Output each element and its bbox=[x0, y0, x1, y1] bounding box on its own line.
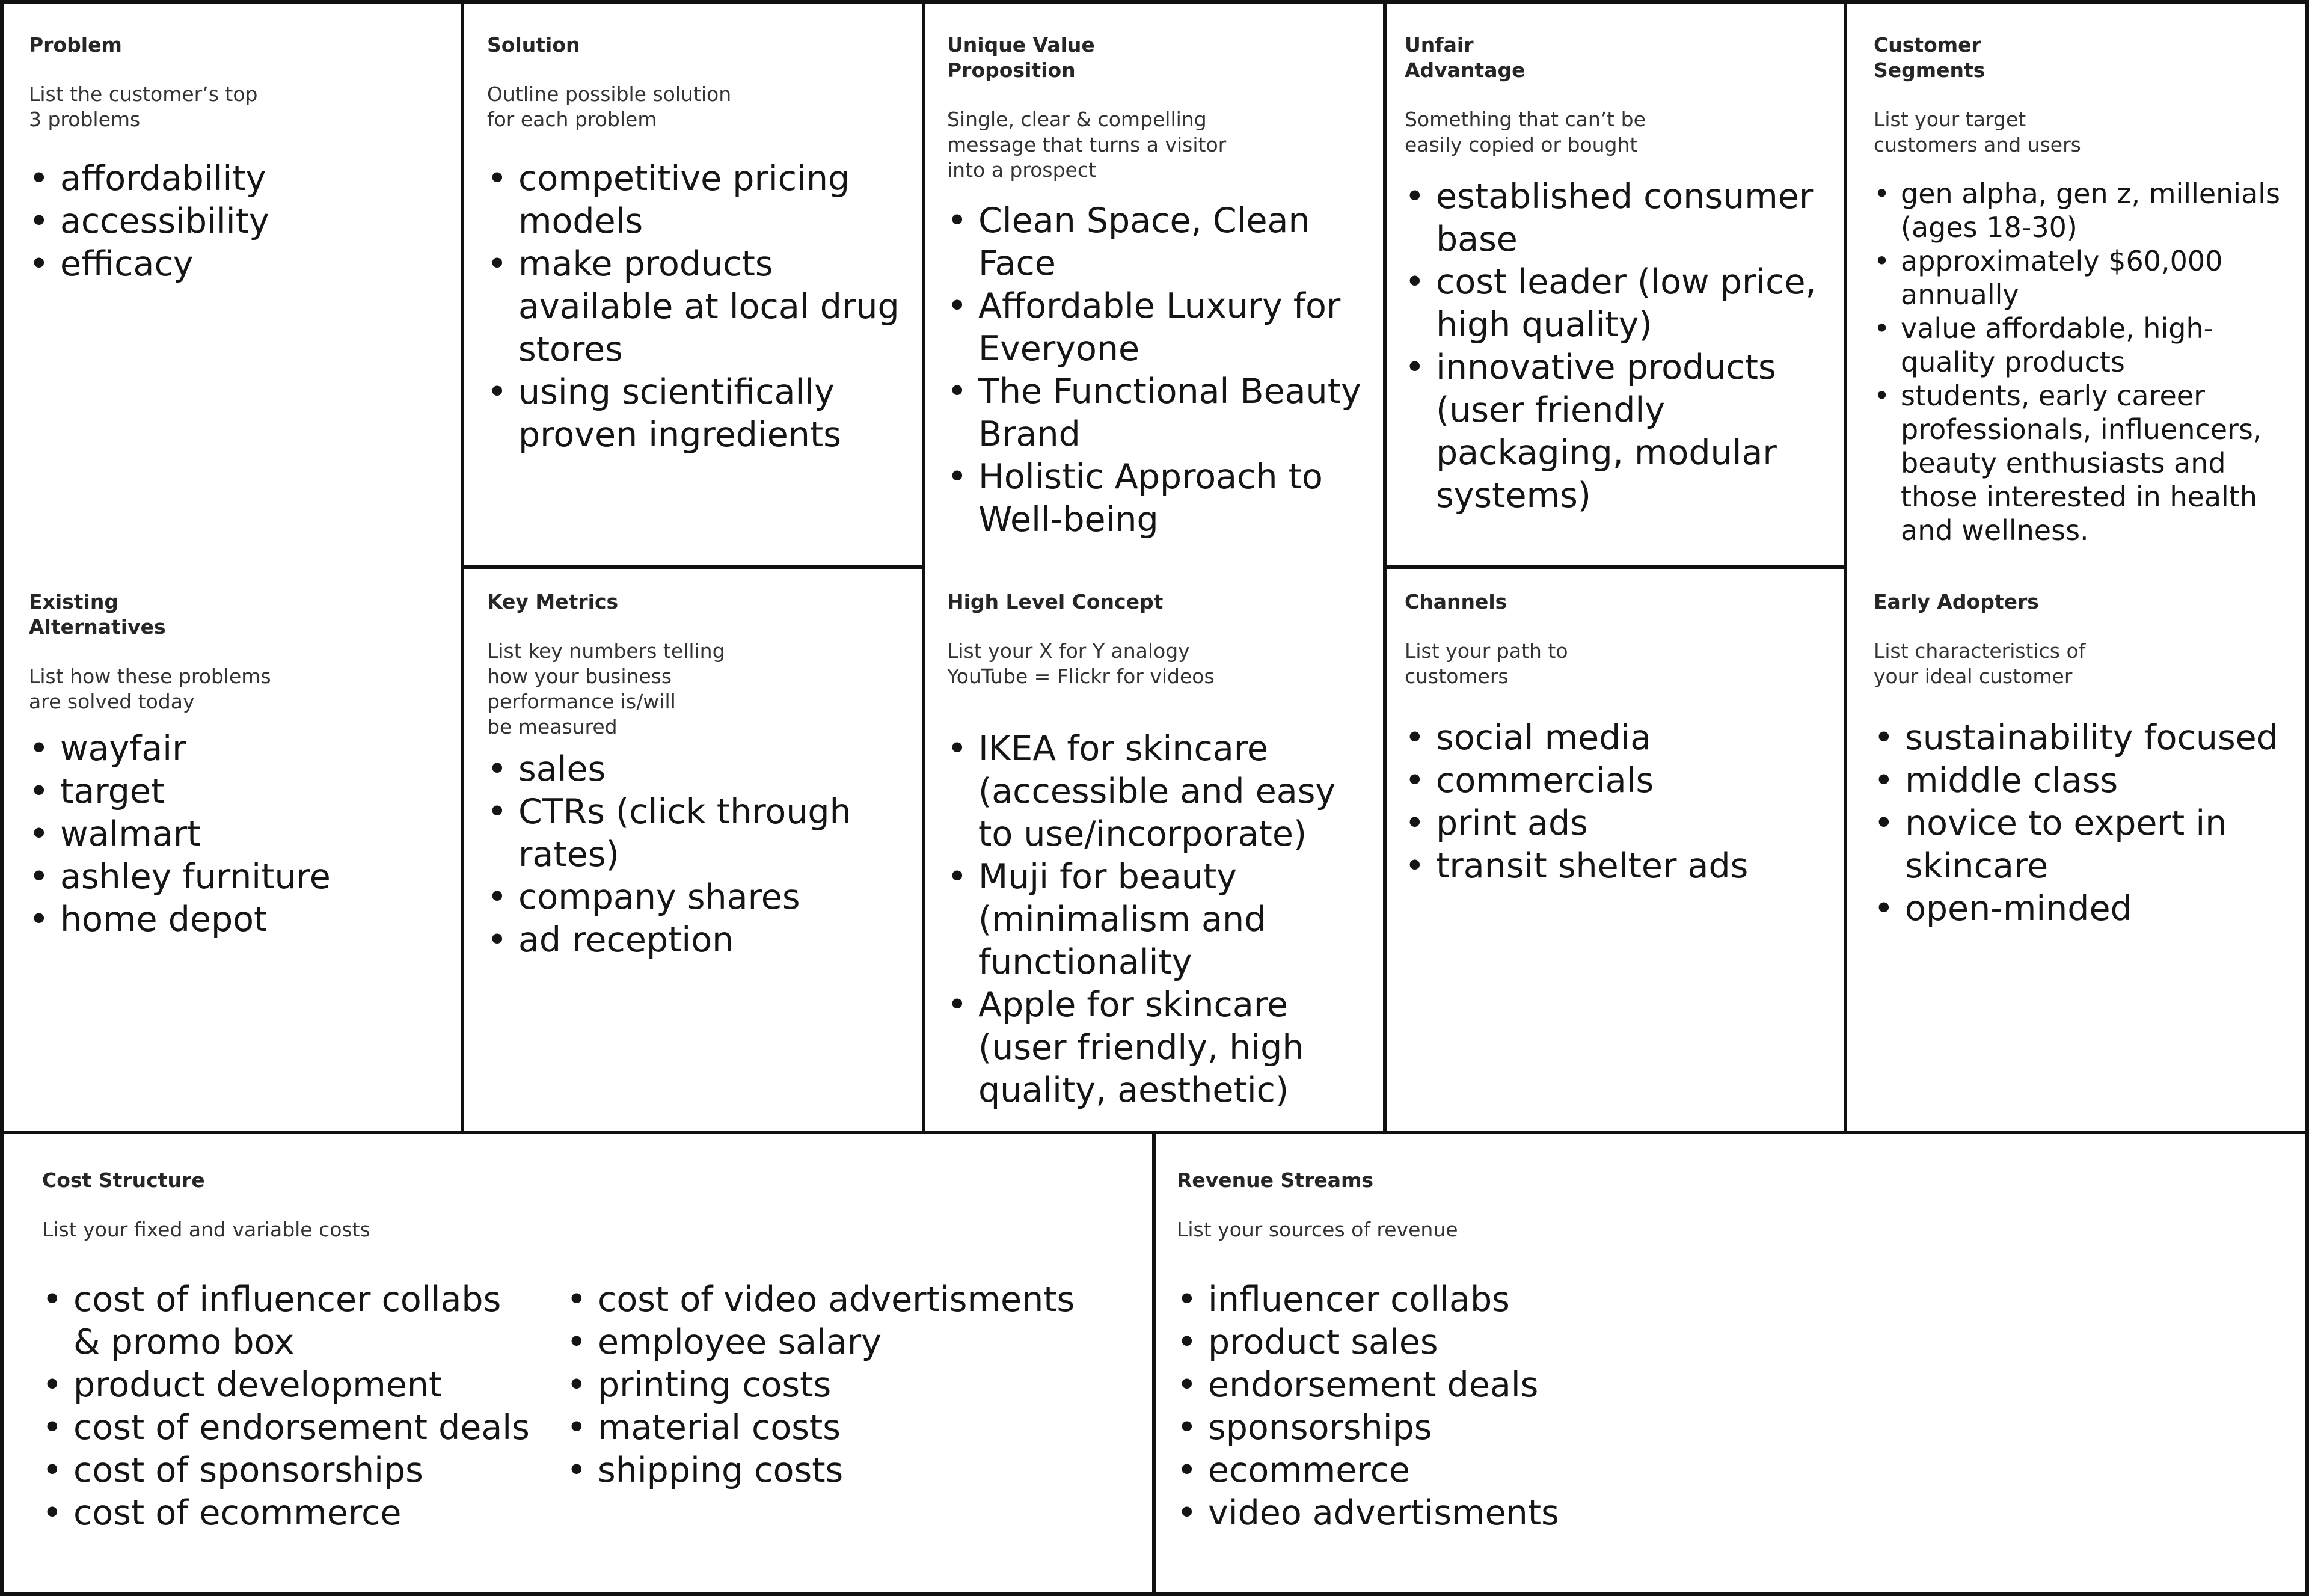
key-metrics-section bbox=[487, 589, 908, 740]
high-level-concept-section bbox=[947, 589, 1368, 689]
section-title: Problem bbox=[29, 33, 122, 57]
list-item: • open-minded bbox=[1874, 888, 2295, 930]
section-title: Revenue Streams bbox=[1177, 1168, 1374, 1192]
list-item: • make products available at local drug stores bbox=[487, 243, 908, 371]
early-adopters-list-wrap bbox=[1874, 717, 2295, 930]
problem-list bbox=[29, 158, 450, 286]
section-title: Existing Alternatives bbox=[29, 590, 166, 639]
revenue-streams-section bbox=[1177, 1168, 2259, 1242]
section-description: List the customer’s top 3 problems bbox=[29, 82, 258, 131]
list-item: • competitive pricing models bbox=[487, 158, 908, 243]
cost-structure-list-col1-wrap bbox=[42, 1278, 535, 1535]
list-item: • Holistic Approach to Well-being bbox=[947, 456, 1368, 541]
section-description: Outline possible solution for each problem bbox=[487, 82, 732, 131]
uvp-list-wrap bbox=[947, 200, 1368, 541]
solution-section bbox=[487, 32, 908, 132]
list-item: • walmart bbox=[29, 813, 450, 856]
list-item: • cost of influencer collabs & promo box bbox=[42, 1278, 535, 1364]
revenue-streams-list bbox=[1177, 1278, 2259, 1535]
list-item: • cost of video advertisments bbox=[566, 1278, 1144, 1321]
list-item: • target bbox=[29, 770, 450, 813]
section-title: High Level Concept bbox=[947, 590, 1164, 613]
channels-section bbox=[1405, 589, 1826, 689]
list-item: • material costs bbox=[566, 1407, 1144, 1449]
list-item: • printing costs bbox=[566, 1364, 1144, 1407]
key-metrics-list bbox=[487, 748, 908, 962]
list-item: • affordability bbox=[29, 158, 450, 200]
list-item: • product sales bbox=[1177, 1321, 2259, 1364]
key-metrics-list-wrap bbox=[487, 748, 908, 962]
list-item: • Affordable Luxury for Everyone bbox=[947, 285, 1368, 370]
divider-h-middle-right bbox=[1383, 565, 1847, 569]
section-title: Solution bbox=[487, 33, 580, 57]
list-item: • approximately $60,000 annually bbox=[1874, 244, 2295, 312]
high-level-concept-list-wrap bbox=[947, 728, 1368, 1112]
list-item: • IKEA for skincare (accessible and easy to use/incorporate) bbox=[947, 728, 1368, 856]
list-item: • cost of endorsement deals bbox=[42, 1407, 535, 1449]
list-item: • The Functional Beauty Brand bbox=[947, 370, 1368, 456]
problem-list-wrap bbox=[29, 158, 450, 286]
list-item: • company shares bbox=[487, 876, 908, 919]
list-item: • students, early career professionals, influencers, beauty enthusiasts and those interested in health and wellness. bbox=[1874, 379, 2295, 547]
list-item: • Muji for beauty (minimalism and functionality bbox=[947, 856, 1368, 984]
list-item: • novice to expert in skincare bbox=[1874, 802, 2295, 888]
section-description: List your fixed and variable costs bbox=[42, 1218, 370, 1241]
section-description: List how these problems are solved today bbox=[29, 664, 271, 713]
section-title: Cost Structure bbox=[42, 1168, 205, 1192]
list-item: • commercials bbox=[1405, 760, 1826, 802]
section-title: Key Metrics bbox=[487, 590, 619, 613]
list-item: • endorsement deals bbox=[1177, 1364, 2259, 1407]
border-top bbox=[0, 0, 2309, 4]
existing-alternatives-section bbox=[29, 589, 450, 714]
solution-list-wrap bbox=[487, 158, 908, 456]
list-item: • cost of ecommerce bbox=[42, 1492, 535, 1535]
cost-structure-list-col1 bbox=[42, 1278, 535, 1535]
section-title: Unique Value Proposition bbox=[947, 33, 1095, 82]
cost-structure-list-col2-wrap bbox=[566, 1278, 1144, 1492]
problem-section bbox=[29, 32, 450, 132]
section-description: Single, clear & compelling message that turns a visitor into a prospect bbox=[947, 108, 1227, 182]
section-title: Customer Segments bbox=[1874, 33, 1985, 82]
list-item: • efficacy bbox=[29, 243, 450, 286]
divider-h-middle-left bbox=[461, 565, 925, 569]
channels-list-wrap bbox=[1405, 717, 1826, 888]
customer-segments-list-wrap bbox=[1874, 177, 2295, 547]
list-item: • print ads bbox=[1405, 802, 1826, 845]
list-item: • employee salary bbox=[566, 1321, 1144, 1364]
solution-list bbox=[487, 158, 908, 456]
cost-structure-section bbox=[42, 1168, 1124, 1242]
list-item: • value affordable, high-quality products bbox=[1874, 312, 2295, 379]
list-item: • middle class bbox=[1874, 760, 2295, 802]
cost-structure-list-col2 bbox=[566, 1278, 1144, 1492]
section-description: List your target customers and users bbox=[1874, 108, 2081, 156]
section-title: Channels bbox=[1405, 590, 1507, 613]
list-item: • sponsorships bbox=[1177, 1407, 2259, 1449]
divider-v-bottom bbox=[1152, 1131, 1156, 1596]
list-item: • accessibility bbox=[29, 200, 450, 243]
list-item: • gen alpha, gen z, millenials (ages 18-30) bbox=[1874, 177, 2295, 244]
channels-list bbox=[1405, 717, 1826, 888]
uvp-section bbox=[947, 32, 1368, 183]
border-left bbox=[0, 0, 4, 1596]
customer-segments-section bbox=[1874, 32, 2295, 158]
unfair-advantage-list-wrap bbox=[1405, 176, 1826, 517]
early-adopters-section bbox=[1874, 589, 2295, 689]
section-description: List your path to customers bbox=[1405, 639, 1568, 688]
section-description: List key numbers telling how your business performance is/will be measured bbox=[487, 639, 725, 738]
section-description: List your sources of revenue bbox=[1177, 1218, 1458, 1241]
list-item: • Clean Space, Clean Face bbox=[947, 200, 1368, 285]
list-item: • CTRs (click through rates) bbox=[487, 791, 908, 876]
unfair-advantage-section bbox=[1405, 32, 1826, 158]
uvp-list bbox=[947, 200, 1368, 541]
list-item: • sustainability focused bbox=[1874, 717, 2295, 760]
list-item: • wayfair bbox=[29, 728, 450, 770]
unfair-advantage-list bbox=[1405, 176, 1826, 517]
list-item: • transit shelter ads bbox=[1405, 845, 1826, 888]
section-description: List your X for Y analogy YouTube = Flickr for videos bbox=[947, 639, 1215, 688]
list-item: • social media bbox=[1405, 717, 1826, 760]
list-item: • using scientifically proven ingredients bbox=[487, 371, 908, 456]
revenue-streams-list-wrap bbox=[1177, 1278, 2259, 1535]
list-item: • video advertisments bbox=[1177, 1492, 2259, 1535]
list-item: • established consumer base bbox=[1405, 176, 1826, 261]
list-item: • influencer collabs bbox=[1177, 1278, 2259, 1321]
list-item: • ecommerce bbox=[1177, 1449, 2259, 1492]
early-adopters-list bbox=[1874, 717, 2295, 930]
list-item: • ashley furniture bbox=[29, 856, 450, 898]
list-item: • ad reception bbox=[487, 919, 908, 962]
border-right bbox=[2305, 0, 2309, 1596]
list-item: • cost of sponsorships bbox=[42, 1449, 535, 1492]
section-description: Something that can’t be easily copied or bought bbox=[1405, 108, 1646, 156]
existing-alternatives-list bbox=[29, 728, 450, 941]
section-title: Unfair Advantage bbox=[1405, 33, 1526, 82]
existing-alternatives-list-wrap bbox=[29, 728, 450, 941]
high-level-concept-list bbox=[947, 728, 1368, 1112]
list-item: • shipping costs bbox=[566, 1449, 1144, 1492]
list-item: • Apple for skincare (user friendly, high quality, aesthetic) bbox=[947, 984, 1368, 1112]
list-item: • innovative products (user friendly packaging, modular systems) bbox=[1405, 346, 1826, 517]
list-item: • cost leader (low price, high quality) bbox=[1405, 261, 1826, 346]
customer-segments-list bbox=[1874, 177, 2295, 547]
section-description: List characteristics of your ideal customer bbox=[1874, 639, 2086, 688]
list-item: • sales bbox=[487, 748, 908, 791]
list-item: • home depot bbox=[29, 898, 450, 941]
section-title: Early Adopters bbox=[1874, 590, 2039, 613]
list-item: • product development bbox=[42, 1364, 535, 1407]
